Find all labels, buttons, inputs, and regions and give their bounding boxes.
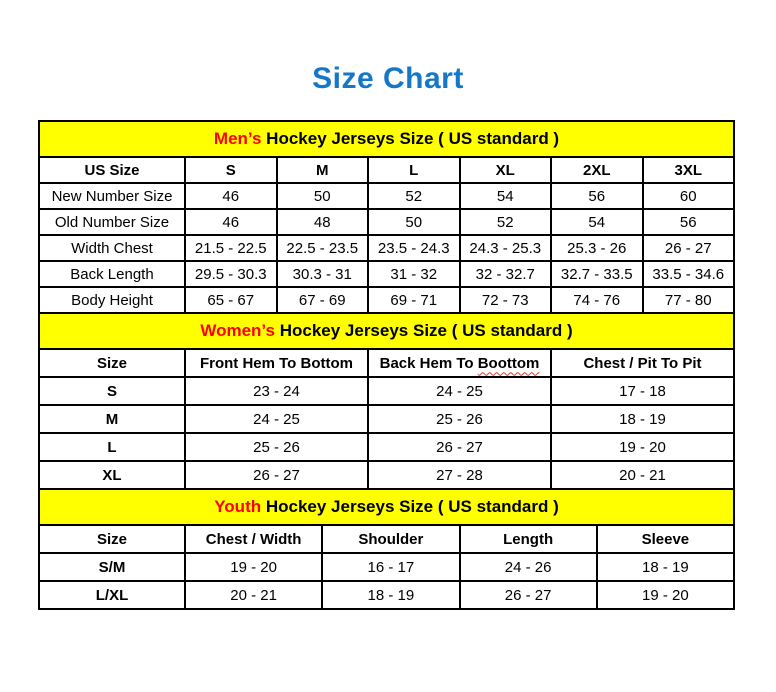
value-cell: 46 [185,183,277,209]
youth-banner-text: Hockey Jerseys Size ( US standard ) [261,497,559,516]
value-cell: 60 [643,183,735,209]
youth-col-header: Shoulder [322,525,459,553]
value-cell: 31 - 32 [368,261,460,287]
womens-size-table [38,312,735,490]
mens-banner-highlight: Men’s [213,129,262,148]
value-cell: 23 - 24 [185,377,368,405]
youth-header-row [39,525,734,553]
value-cell: 48 [277,209,369,235]
value-cell: 46 [185,209,277,235]
value-cell: 26 - 27 [460,581,597,609]
value-cell: 20 - 21 [551,461,734,489]
mens-col-header: 3XL [643,157,735,183]
row-label-cell: S [39,377,185,405]
value-cell: 56 [643,209,735,235]
value-cell: 26 - 27 [368,433,551,461]
value-cell: 26 - 27 [643,235,735,261]
value-cell: 17 - 18 [551,377,734,405]
value-cell: 22.5 - 23.5 [277,235,369,261]
womens-col-header: Size [39,349,185,377]
youth-table-row [39,581,734,609]
mens-col-header: M [277,157,369,183]
page-title: Size Chart [312,62,464,95]
row-label-cell: L/XL [39,581,185,609]
mens-table-row [39,209,734,235]
value-cell: 19 - 20 [551,433,734,461]
row-label-cell: Back Length [39,261,185,287]
value-cell: 19 - 20 [597,581,734,609]
value-cell: 74 - 76 [551,287,643,313]
row-label-cell: New Number Size [39,183,185,209]
youth-col-header: Chest / Width [185,525,322,553]
value-cell: 24 - 26 [460,553,597,581]
row-label-cell: L [39,433,185,461]
youth-banner-row [39,489,734,525]
size-chart [38,120,735,610]
womens-banner-row [39,313,734,349]
value-cell: 72 - 73 [460,287,552,313]
value-cell: 77 - 80 [643,287,735,313]
womens-table-row [39,377,734,405]
value-cell: 65 - 67 [185,287,277,313]
mens-table-row [39,261,734,287]
womens-col-header: Chest / Pit To Pit [551,349,734,377]
womens-banner-text: Hockey Jerseys Size ( US standard ) [274,321,573,340]
value-cell: 21.5 - 22.5 [185,235,277,261]
mens-col-header: US Size [39,157,185,183]
row-label-cell: M [39,405,185,433]
value-cell: 67 - 69 [277,287,369,313]
womens-col-header: Front Hem To Bottom [185,349,368,377]
youth-size-table [38,488,735,610]
misspelled-word: Boottom [477,354,540,372]
value-cell: 32.7 - 33.5 [551,261,643,287]
womens-table-row [39,405,734,433]
womens-banner-highlight: Women’s [200,321,275,340]
mens-section-banner [39,121,734,157]
mens-size-table [38,120,735,314]
row-label-cell: S/M [39,553,185,581]
value-cell: 20 - 21 [185,581,322,609]
value-cell: 32 - 32.7 [460,261,552,287]
mens-col-header: 2XL [551,157,643,183]
row-label-cell: Width Chest [39,235,185,261]
value-cell: 18 - 19 [551,405,734,433]
value-cell: 50 [368,209,460,235]
value-cell: 26 - 27 [185,461,368,489]
youth-col-header: Sleeve [597,525,734,553]
womens-table-row [39,433,734,461]
value-cell: 54 [460,183,552,209]
youth-table-row [39,553,734,581]
mens-banner-text: Hockey Jerseys Size ( US standard ) [261,129,560,148]
mens-banner-row [39,121,734,157]
womens-table-row [39,461,734,489]
womens-section-banner [39,313,734,349]
value-cell: 16 - 17 [322,553,459,581]
value-cell: 19 - 20 [185,553,322,581]
value-cell: 18 - 19 [597,553,734,581]
mens-col-header: L [368,157,460,183]
value-cell: 18 - 19 [322,581,459,609]
row-label-cell: XL [39,461,185,489]
value-cell: 54 [551,209,643,235]
value-cell: 24 - 25 [185,405,368,433]
value-cell: 29.5 - 30.3 [185,261,277,287]
page [0,64,776,610]
mens-col-header: S [185,157,277,183]
value-cell: 27 - 28 [368,461,551,489]
mens-table-row [39,287,734,313]
value-cell: 33.5 - 34.6 [643,261,735,287]
mens-table-row [39,235,734,261]
value-cell: 30.3 - 31 [277,261,369,287]
value-cell: 24.3 - 25.3 [460,235,552,261]
row-label-cell: Old Number Size [39,209,185,235]
value-cell: 50 [277,183,369,209]
youth-section-banner [39,489,734,525]
value-cell: 25 - 26 [185,433,368,461]
value-cell: 52 [460,209,552,235]
mens-col-header: XL [460,157,552,183]
value-cell: 25.3 - 26 [551,235,643,261]
value-cell: 56 [551,183,643,209]
value-cell: 69 - 71 [368,287,460,313]
value-cell: 25 - 26 [368,405,551,433]
mens-header-row [39,157,734,183]
youth-col-header: Length [460,525,597,553]
womens-header-row [39,349,734,377]
row-label-cell: Body Height [39,287,185,313]
mens-table-row [39,183,734,209]
value-cell: 23.5 - 24.3 [368,235,460,261]
value-cell: 24 - 25 [368,377,551,405]
value-cell: 52 [368,183,460,209]
youth-col-header: Size [39,525,185,553]
womens-col-header: Back Hem To Boottom [368,349,551,377]
youth-banner-highlight: Youth [214,497,262,516]
